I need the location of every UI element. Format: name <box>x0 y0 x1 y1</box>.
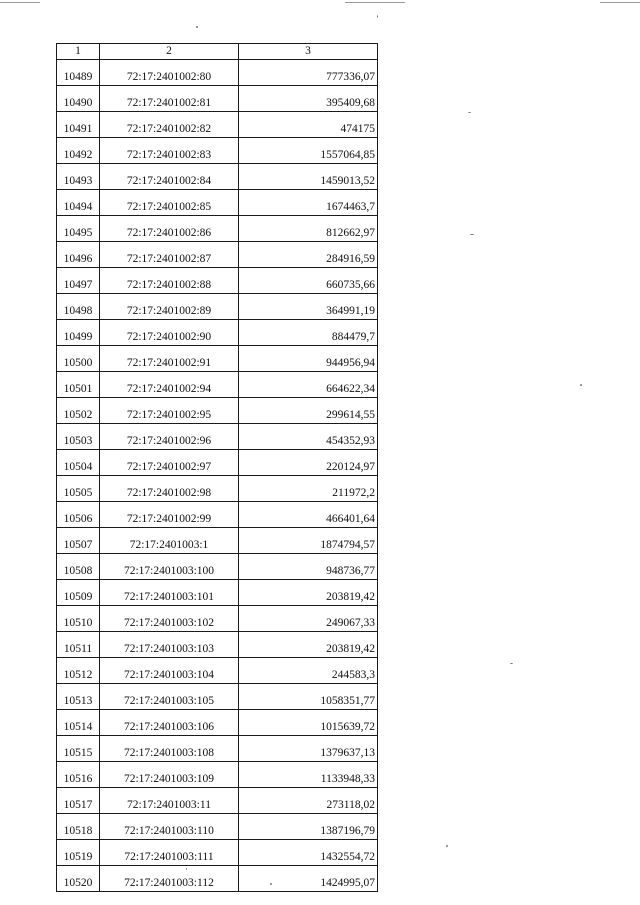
row-number-cell: 10490 <box>57 86 100 112</box>
row-number-cell: 10503 <box>57 424 100 450</box>
scan-speck <box>196 26 198 28</box>
scan-speck <box>580 384 582 386</box>
row-number-cell: 10516 <box>57 762 100 788</box>
row-number-cell: 10515 <box>57 736 100 762</box>
table-row <box>57 502 378 528</box>
cadastral-value-cell: 395409,68 <box>239 86 378 112</box>
cadastral-number-cell: 72:17:2401002:94 <box>100 372 239 398</box>
cadastral-number-cell: 72:17:2401003:106 <box>100 710 239 736</box>
cadastral-number-cell: 72:17:2401002:91 <box>100 346 239 372</box>
row-number-cell: 10509 <box>57 580 100 606</box>
cadastral-value-cell: 466401,64 <box>239 502 378 528</box>
row-number-cell: 10495 <box>57 216 100 242</box>
cadastral-number-cell: 72:17:2401002:89 <box>100 294 239 320</box>
cadastral-value-cell: 249067,33 <box>239 606 378 632</box>
table-row <box>57 398 378 424</box>
cadastral-value-cell: 1015639,72 <box>239 710 378 736</box>
table-row <box>57 840 378 866</box>
table-row <box>57 528 378 554</box>
scan-edge-line-right <box>600 2 640 3</box>
table-row <box>57 684 378 710</box>
cadastral-number-cell: 72:17:2401003:112 <box>100 866 239 892</box>
scan-speck <box>377 15 378 18</box>
cadastral-number-cell: 72:17:2401003:109 <box>100 762 239 788</box>
row-number-cell: 10492 <box>57 138 100 164</box>
cadastral-number-cell: 72:17:2401002:84 <box>100 164 239 190</box>
cadastral-value-cell: 812662,97 <box>239 216 378 242</box>
cadastral-value-cell: 777336,07 <box>239 60 378 86</box>
cadastral-value-cell: 948736,77 <box>239 554 378 580</box>
row-number-cell: 10498 <box>57 294 100 320</box>
table-row <box>57 60 378 86</box>
cadastral-number-cell: 72:17:2401002:98 <box>100 476 239 502</box>
row-number-cell: 10507 <box>57 528 100 554</box>
table-row <box>57 86 378 112</box>
cadastral-number-cell: 72:17:2401002:96 <box>100 424 239 450</box>
table-row <box>57 632 378 658</box>
row-number-cell: 10501 <box>57 372 100 398</box>
table-row <box>57 164 378 190</box>
cadastral-number-cell: 72:17:2401002:95 <box>100 398 239 424</box>
cadastral-number-cell: 72:17:2401002:80 <box>100 60 239 86</box>
row-number-cell: 10493 <box>57 164 100 190</box>
cadastral-number-cell: 72:17:2401003:102 <box>100 606 239 632</box>
row-number-cell: 10505 <box>57 476 100 502</box>
cadastral-value-cell: 244583,3 <box>239 658 378 684</box>
row-number-cell: 10508 <box>57 554 100 580</box>
cadastral-value-cell: 1379637,13 <box>239 736 378 762</box>
row-number-cell: 10494 <box>57 190 100 216</box>
table-row <box>57 814 378 840</box>
cadastral-number-cell: 72:17:2401003:105 <box>100 684 239 710</box>
table-row <box>57 112 378 138</box>
table-row <box>57 736 378 762</box>
cadastral-value-cell: 273118,02 <box>239 788 378 814</box>
row-number-cell: 10518 <box>57 814 100 840</box>
row-number-cell: 10489 <box>57 60 100 86</box>
row-number-cell: 10513 <box>57 684 100 710</box>
row-number-cell: 10519 <box>57 840 100 866</box>
cadastral-value-cell: 1432554,72 <box>239 840 378 866</box>
cadastral-value-cell: 1424995,07 <box>239 866 378 892</box>
cadastral-value-cell: 454352,93 <box>239 424 378 450</box>
scan-speck <box>468 112 471 113</box>
table-row <box>57 580 378 606</box>
row-number-cell: 10502 <box>57 398 100 424</box>
cadastral-value-cell: 664622,34 <box>239 372 378 398</box>
cadastral-number-cell: 72:17:2401002:83 <box>100 138 239 164</box>
cadastral-value-cell: 1874794,57 <box>239 528 378 554</box>
cadastral-number-cell: 72:17:2401003:104 <box>100 658 239 684</box>
cadastral-value-cell: 1459013,52 <box>239 164 378 190</box>
cadastral-value-cell: 203819,42 <box>239 580 378 606</box>
cadastral-number-cell: 72:17:2401003:108 <box>100 736 239 762</box>
cadastral-number-cell: 72:17:2401002:88 <box>100 268 239 294</box>
cadastral-value-cell: 1387196,79 <box>239 814 378 840</box>
cadastral-number-cell: 72:17:2401002:99 <box>100 502 239 528</box>
cadastral-number-cell: 72:17:2401003:1 <box>100 528 239 554</box>
cadastral-number-cell: 72:17:2401003:100 <box>100 554 239 580</box>
cadastral-value-cell: 944956,94 <box>239 346 378 372</box>
table-row <box>57 476 378 502</box>
table-row <box>57 658 378 684</box>
row-number-cell: 10514 <box>57 710 100 736</box>
table-row <box>57 710 378 736</box>
row-number-cell: 10506 <box>57 502 100 528</box>
cadastral-number-cell: 72:17:2401002:97 <box>100 450 239 476</box>
cadastral-number-cell: 72:17:2401002:90 <box>100 320 239 346</box>
table-row <box>57 554 378 580</box>
cadastral-number-cell: 72:17:2401003:110 <box>100 814 239 840</box>
table-row <box>57 346 378 372</box>
table-row <box>57 762 378 788</box>
cadastral-value-cell: 474175 <box>239 112 378 138</box>
cadastral-number-cell: 72:17:2401002:86 <box>100 216 239 242</box>
cadastral-number-cell: 72:17:2401002:85 <box>100 190 239 216</box>
cadastral-number-cell: 72:17:2401003:11 <box>100 788 239 814</box>
cadastral-value-cell: 203819,42 <box>239 632 378 658</box>
table-row <box>57 242 378 268</box>
table-row <box>57 866 378 892</box>
scan-speck <box>470 234 474 235</box>
table-row <box>57 216 378 242</box>
scan-edge-line-center <box>345 2 405 3</box>
cadastral-value-cell: 1674463,7 <box>239 190 378 216</box>
cadastral-number-cell: 72:17:2401002:82 <box>100 112 239 138</box>
table-header-row <box>57 44 378 60</box>
cadastral-value-cell: 299614,55 <box>239 398 378 424</box>
cadastral-number-cell: 72:17:2401003:103 <box>100 632 239 658</box>
row-number-cell: 10512 <box>57 658 100 684</box>
scan-speck <box>446 845 448 847</box>
cadastral-value-cell: 1133948,33 <box>239 762 378 788</box>
table-row <box>57 788 378 814</box>
table-row <box>57 372 378 398</box>
scan-speck <box>510 663 513 664</box>
table-row <box>57 450 378 476</box>
row-number-cell: 10511 <box>57 632 100 658</box>
row-number-cell: 10517 <box>57 788 100 814</box>
table-row <box>57 268 378 294</box>
table-row <box>57 606 378 632</box>
scan-edge-line-left <box>0 2 40 3</box>
table-row <box>57 320 378 346</box>
cadastral-number-cell: 72:17:2401002:81 <box>100 86 239 112</box>
row-number-cell: 10491 <box>57 112 100 138</box>
cadastral-value-cell: 1058351,77 <box>239 684 378 710</box>
column-header-1: 1 <box>57 44 100 60</box>
table-row <box>57 294 378 320</box>
table-row <box>57 138 378 164</box>
row-number-cell: 10500 <box>57 346 100 372</box>
cadastral-value-table <box>56 43 378 892</box>
column-header-3: 3 <box>239 44 378 60</box>
row-number-cell: 10520 <box>57 866 100 892</box>
table-row <box>57 424 378 450</box>
row-number-cell: 10499 <box>57 320 100 346</box>
row-number-cell: 10497 <box>57 268 100 294</box>
row-number-cell: 10496 <box>57 242 100 268</box>
cadastral-number-cell: 72:17:2401003:101 <box>100 580 239 606</box>
row-number-cell: 10510 <box>57 606 100 632</box>
cadastral-value-cell: 284916,59 <box>239 242 378 268</box>
cadastral-number-cell: 72:17:2401002:87 <box>100 242 239 268</box>
row-number-cell: 10504 <box>57 450 100 476</box>
cadastral-value-cell: 220124,97 <box>239 450 378 476</box>
cadastral-value-cell: 211972,2 <box>239 476 378 502</box>
cadastral-value-cell: 660735,66 <box>239 268 378 294</box>
cadastral-value-cell: 884479,7 <box>239 320 378 346</box>
cadastral-value-cell: 364991,19 <box>239 294 378 320</box>
column-header-2: 2 <box>100 44 239 60</box>
table-row <box>57 190 378 216</box>
cadastral-value-cell: 1557064,85 <box>239 138 378 164</box>
cadastral-number-cell: 72:17:2401003:111 <box>100 840 239 866</box>
